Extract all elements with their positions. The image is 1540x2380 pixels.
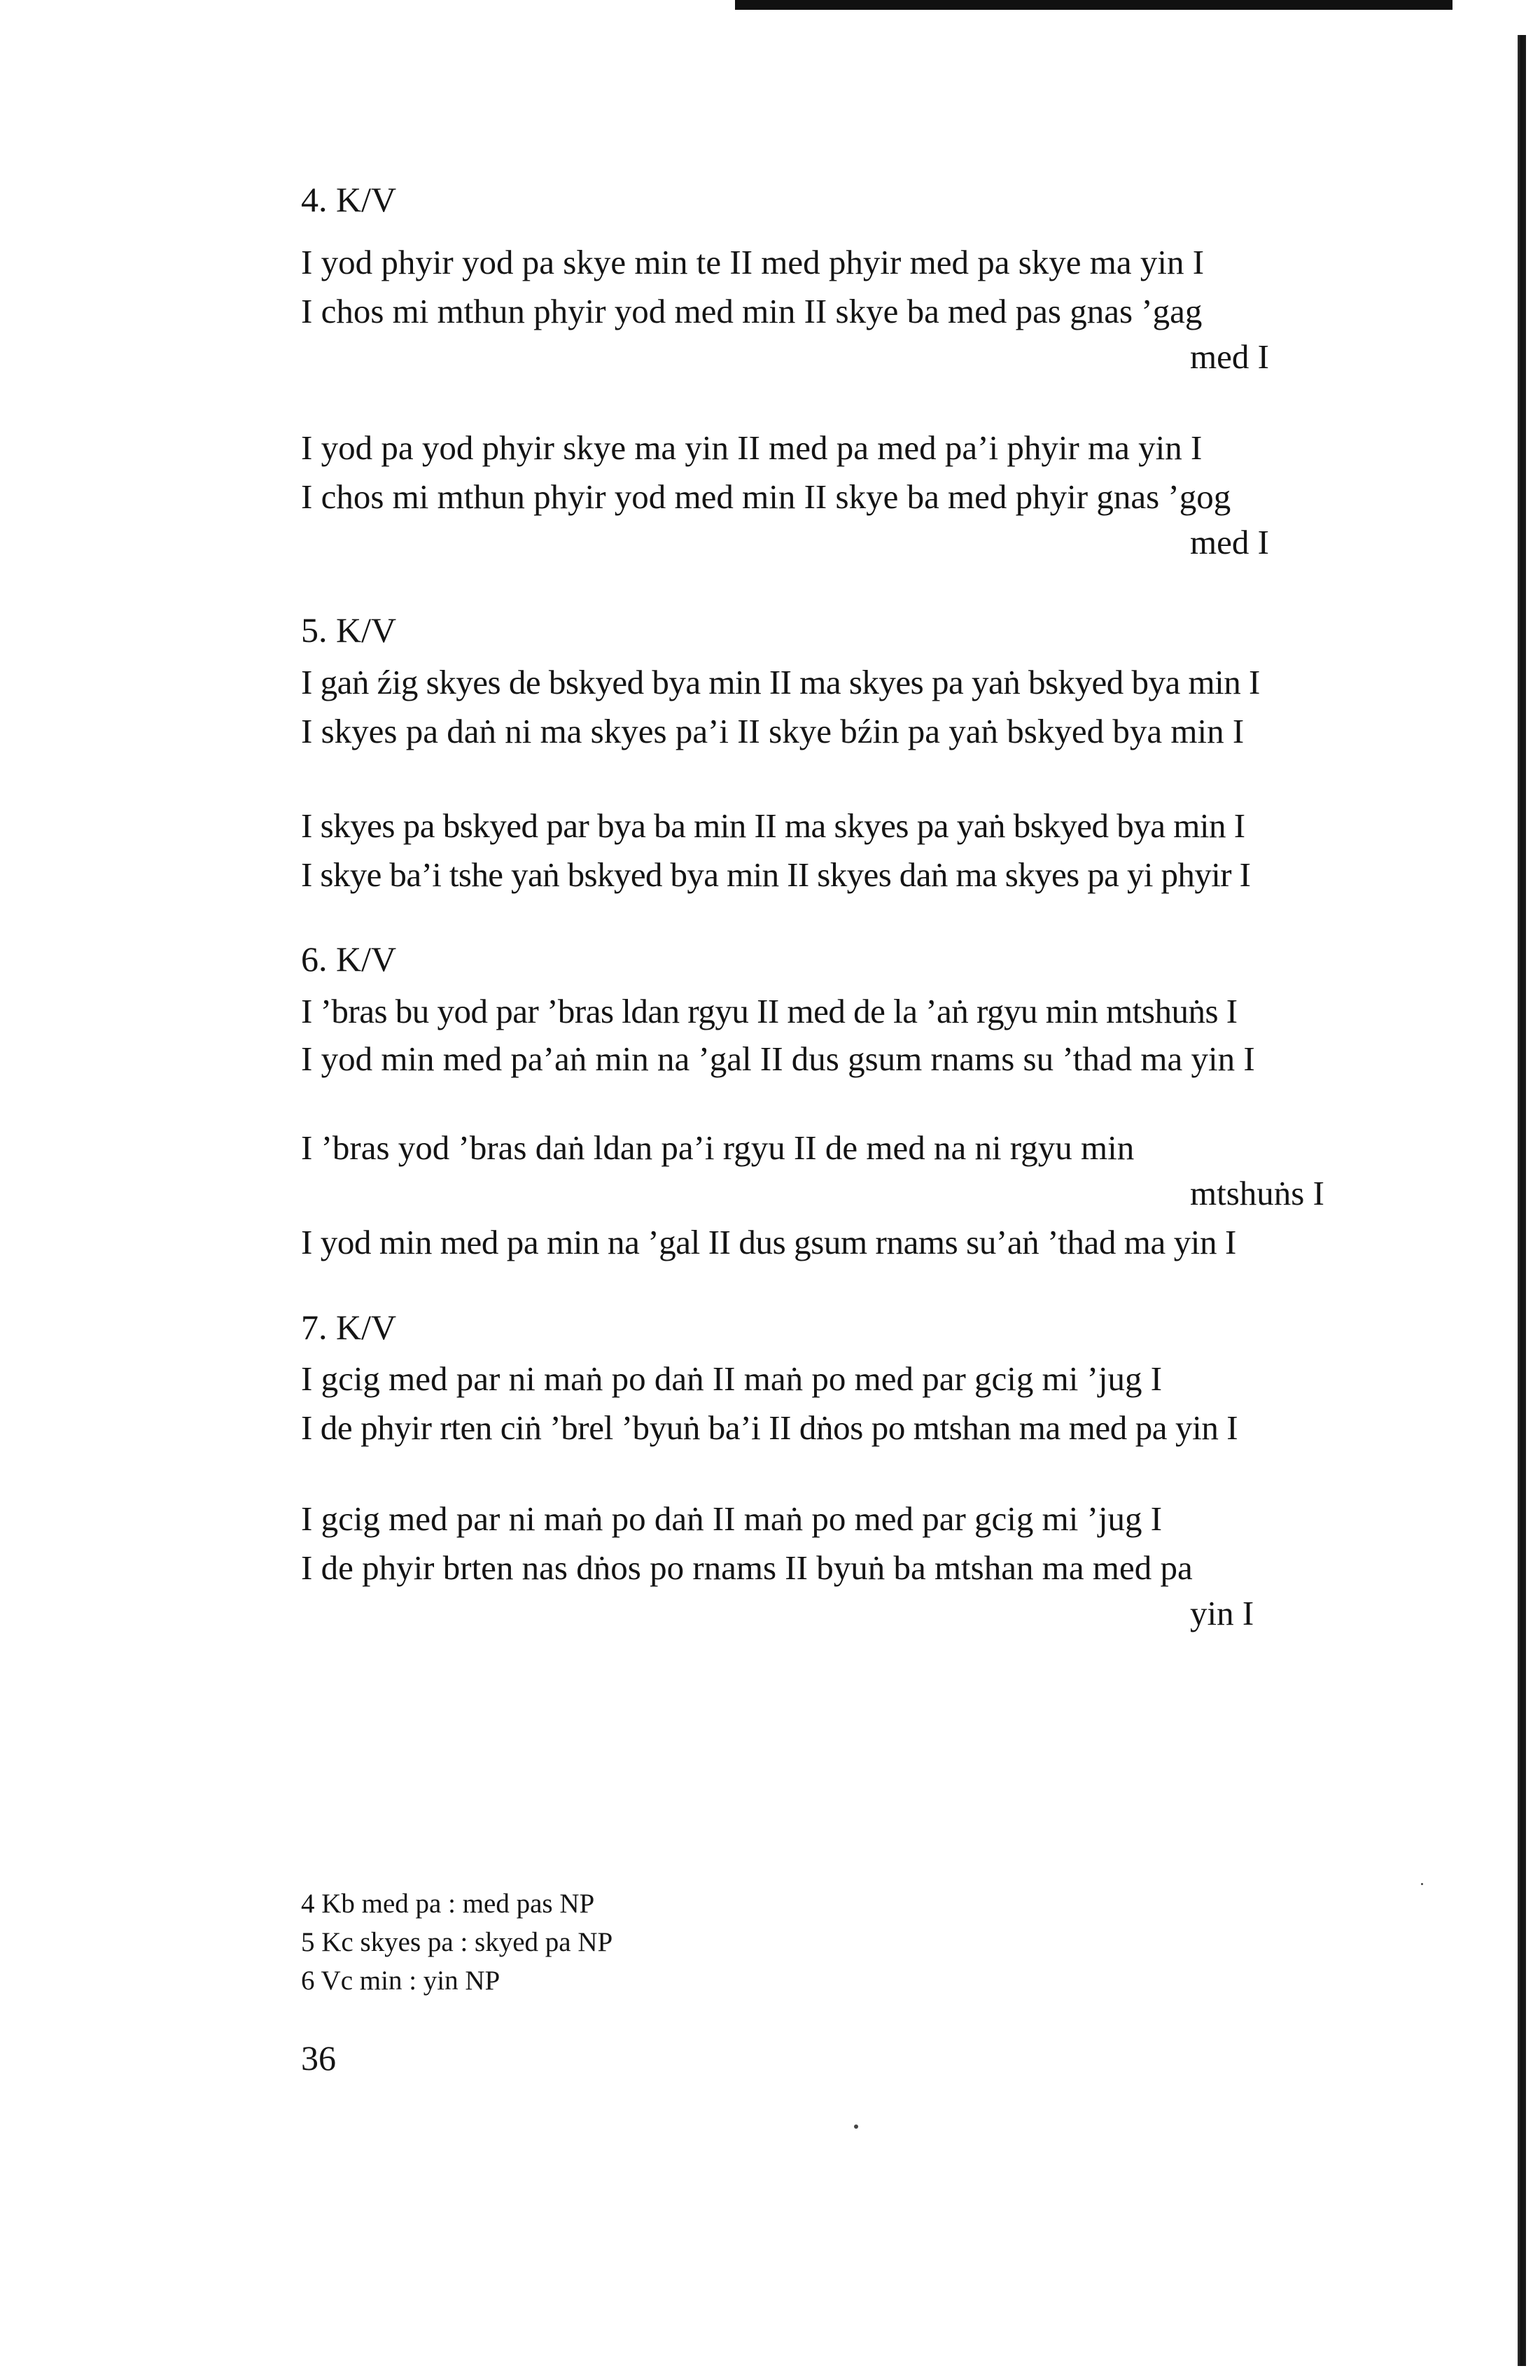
- section-7-line-4-continuation: yin I: [1190, 1594, 1254, 1632]
- section-4-line-4-continuation: med I: [1190, 523, 1269, 561]
- section-6-line-4: I yod min med pa min na ’gal II dus gsum rnams su’aṅ ’thad ma yin I: [301, 1223, 1236, 1261]
- section-5-heading: 5. K/V: [301, 610, 397, 650]
- footnote-2: 5 Kc skyes pa : skyed pa NP: [301, 1927, 613, 1957]
- section-7-line-2: I de phyir rten ciṅ ’brel ’byuṅ ba’i II dṅos po mtshan ma med pa yin I: [301, 1408, 1238, 1447]
- section-5-line-2: I skyes pa daṅ ni ma skyes pa’i II skye bźin pa yaṅ bskyed bya min I: [301, 712, 1245, 750]
- section-6-line-3-continuation: mtshuṅs I: [1190, 1174, 1324, 1212]
- section-6-heading: 6. K/V: [301, 939, 397, 979]
- section-5-line-4: I skye ba’i tshe yaṅ bskyed bya min II skyes daṅ ma skyes pa yi phyir I: [301, 855, 1251, 894]
- section-5-line-1: I gaṅ źig skyes de bskyed bya min II ma skyes pa yaṅ bskyed bya min I: [301, 663, 1260, 701]
- section-7-line-3: I gcig med par ni maṅ po daṅ II maṅ po med par gcig mi ’jug I: [301, 1499, 1163, 1538]
- section-6-line-3: I ’bras yod ’bras daṅ ldan pa’i rgyu II de med na ni rgyu min: [301, 1128, 1135, 1167]
- section-4-line-4: I chos mi mthun phyir yod med min II skye ba med phyir gnas ’gog: [301, 477, 1231, 516]
- section-7-heading: 7. K/V: [301, 1308, 397, 1347]
- section-6-line-1: I ’bras bu yod par ’bras ldan rgyu II med de la ’aṅ rgyu min mtshuṅs I: [301, 992, 1238, 1030]
- section-4-line-1: I yod phyir yod pa skye min te II med phyir med pa skye ma yin I: [301, 243, 1205, 281]
- footnote-3: 6 Vc min : yin NP: [301, 1966, 500, 1996]
- section-4-line-3: I yod pa yod phyir skye ma yin II med pa med pa’i phyir ma yin I: [301, 428, 1203, 467]
- page-right-edge: [1518, 35, 1526, 2366]
- scan-speck: [854, 2124, 858, 2129]
- section-6-line-2: I yod min med pa’aṅ min na ’gal II dus gsum rnams su ’thad ma yin I: [301, 1040, 1255, 1078]
- page-number: 36: [301, 2038, 336, 2078]
- scan-speck: [1421, 1883, 1423, 1885]
- section-7-line-4: I de phyir brten nas dṅos po rnams II byuṅ ba mtshan ma med pa: [301, 1548, 1193, 1587]
- section-7-line-1: I gcig med par ni maṅ po daṅ II maṅ po med par gcig mi ’jug I: [301, 1359, 1163, 1398]
- section-4-heading: 4. K/V: [301, 180, 397, 219]
- section-5-line-3: I skyes pa bskyed par bya ba min II ma skyes pa yaṅ bskyed bya min I: [301, 806, 1245, 845]
- footnote-1: 4 Kb med pa : med pas NP: [301, 1889, 595, 1919]
- section-4-line-2: I chos mi mthun phyir yod med min II skye ba med pas gnas ’gag: [301, 292, 1203, 330]
- top-border-rule: [735, 0, 1452, 10]
- section-4-line-2-continuation: med I: [1190, 337, 1269, 376]
